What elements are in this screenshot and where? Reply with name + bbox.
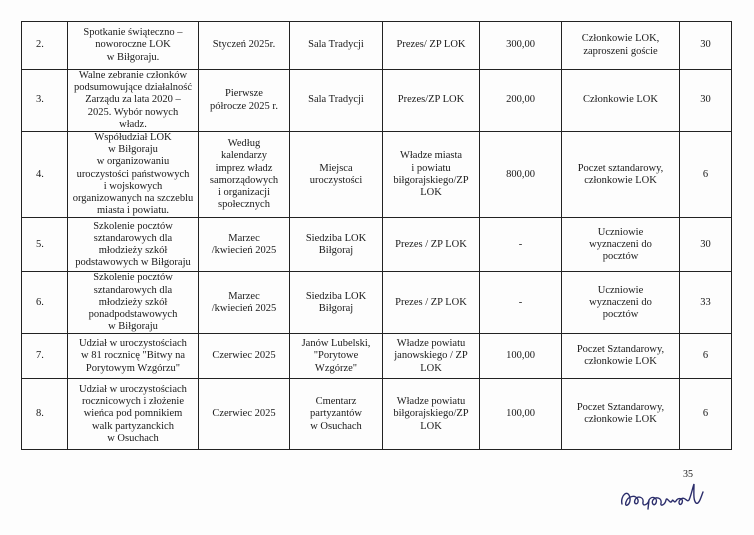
cell-number: 3.	[22, 70, 68, 132]
cell-event-line: Walne zebranie członków	[78, 70, 188, 81]
table-row	[22, 334, 732, 379]
cell-date-line: Marzec	[228, 232, 260, 244]
cell-event-line: Współudział LOK	[94, 132, 172, 144]
cell-place-line: Miejsca	[319, 162, 353, 174]
cell-participants-line: pocztów	[602, 309, 639, 321]
cell-participants-line: Członkowie LOK,	[581, 33, 660, 45]
cell-place-line: Wzgórze"	[314, 362, 358, 374]
cell-place	[290, 218, 383, 272]
cell-event-line: rocznicowych i złożenie	[81, 396, 185, 408]
cell-cost: 800,00	[480, 132, 562, 218]
cell-number: 4.	[22, 132, 68, 218]
cell-event-line: Zarządu za lata 2020 –	[85, 94, 181, 106]
cell-place-line: Biłgoraj	[318, 244, 354, 256]
cell-participants-line: Poczet Sztandarowy,	[576, 344, 665, 356]
cell-event-line: noworoczne LOK	[95, 39, 171, 51]
cell-cost: -	[480, 272, 562, 334]
cell-organizer	[383, 70, 480, 132]
cell-place-line: Cmentarz	[315, 396, 357, 408]
cell-event-line: władz.	[119, 118, 147, 130]
cell-place	[290, 334, 383, 379]
cell-place	[290, 70, 383, 132]
cell-cost: 100,00	[480, 334, 562, 379]
cell-organizer-line: Władze miasta	[399, 150, 463, 162]
cell-date-line: i organizacji	[218, 186, 270, 198]
cell-event-line: uroczystości państwowych	[76, 168, 190, 180]
cell-date-line: społecznych	[218, 199, 270, 211]
cell-participants	[562, 70, 680, 132]
cell-event	[68, 22, 199, 70]
table-row	[22, 272, 732, 334]
cell-place-line: Biłgoraj	[318, 302, 354, 314]
cell-date	[199, 70, 290, 132]
cell-organizer	[383, 132, 480, 218]
cell-number: 5.	[22, 218, 68, 272]
signature	[618, 478, 728, 512]
table-body	[22, 22, 732, 450]
cell-organizer	[383, 379, 480, 450]
cell-date-line: /kwiecień 2025	[211, 244, 277, 256]
cell-place	[290, 22, 383, 70]
cell-date	[199, 379, 290, 450]
cell-event-line: ponadpodstawowych	[88, 309, 178, 321]
cell-participants-line: członkowie LOK	[584, 356, 657, 368]
cell-count: 30	[680, 218, 732, 272]
signature-scribble	[618, 478, 728, 512]
events-table	[21, 21, 732, 450]
cell-participants	[562, 132, 680, 218]
table-row	[22, 22, 732, 70]
cell-event-line: Udział w uroczystościach	[79, 338, 187, 350]
cell-date	[199, 272, 290, 334]
cell-date-line: półrocze 2025 r.	[210, 100, 278, 112]
cell-place-line: Sala Tradycji	[308, 39, 364, 51]
cell-organizer-line: LOK	[420, 186, 442, 198]
table-row	[22, 70, 732, 132]
cell-date-line: imprez władz	[215, 162, 273, 174]
cell-event	[68, 334, 199, 379]
cell-event-line: podstawowych w Biłgoraju	[75, 257, 191, 269]
cell-date-line: samorządowych	[209, 174, 279, 186]
cell-date	[199, 22, 290, 70]
cell-event-line: w Biłgoraju	[108, 321, 158, 333]
cell-event-line: młodzieży szkół	[98, 244, 168, 256]
cell-event-line: podsumowujące działalność	[73, 82, 193, 94]
cell-organizer-line: i powiatu	[411, 162, 451, 174]
cell-participants-line: Członkowie LOK	[583, 94, 658, 106]
cell-participants	[562, 334, 680, 379]
cell-event	[68, 132, 199, 218]
cell-participants-line: zaproszeni goście	[583, 45, 658, 57]
cell-participants-line: pocztów	[602, 251, 639, 263]
cell-organizer-line: LOK	[420, 420, 442, 432]
cell-date	[199, 334, 290, 379]
cell-number: 8.	[22, 379, 68, 450]
cell-organizer-line: biłgorajskiego/ZP	[393, 174, 469, 186]
cell-organizer-line: Władze powiatu	[396, 396, 466, 408]
cell-organizer	[383, 218, 480, 272]
cell-participants-line: Poczet sztandarowy,	[577, 162, 664, 174]
cell-place-line: w Osuchach	[310, 420, 362, 432]
cell-number: 2.	[22, 22, 68, 70]
cell-organizer-line: biłgorajskiego/ZP	[393, 408, 469, 420]
cell-number: 6.	[22, 272, 68, 334]
cell-event-line: sztandarowych dla	[93, 232, 173, 244]
page-number: 35	[683, 469, 693, 480]
cell-date-line: /kwiecień 2025	[211, 302, 277, 314]
cell-event-line: Porytowym Wzgórzu"	[85, 362, 181, 374]
cell-count: 30	[680, 22, 732, 70]
cell-participants-line: członkowie LOK	[584, 174, 657, 186]
cell-event-line: Szkolenie pocztów	[93, 220, 173, 232]
cell-date-line: Styczeń 2025r.	[212, 39, 276, 51]
cell-place-line: Siedziba LOK	[305, 232, 367, 244]
cell-event	[68, 379, 199, 450]
cell-event-line: sztandarowych dla	[93, 284, 173, 296]
cell-event-line: miasta i powiatu.	[96, 205, 170, 217]
cell-organizer-line: janowskiego / ZP	[394, 350, 468, 362]
cell-count: 6	[680, 132, 732, 218]
cell-organizer-line: LOK	[420, 362, 442, 374]
cell-participants-line: Poczet Sztandarowy,	[576, 402, 665, 414]
cell-event-line: w Biłgoraju	[108, 144, 158, 156]
cell-participants-line: Uczniowie	[597, 226, 644, 238]
cell-date-line: Czerwiec 2025	[212, 408, 276, 420]
cell-cost: 200,00	[480, 70, 562, 132]
cell-place	[290, 272, 383, 334]
cell-date-line: Pierwsze	[225, 88, 263, 100]
cell-event	[68, 70, 199, 132]
cell-event-line: w Biłgoraju.	[106, 51, 160, 63]
cell-date	[199, 218, 290, 272]
cell-place-line: "Porytowe	[313, 350, 359, 362]
cell-event	[68, 272, 199, 334]
cell-place-line: uroczystości	[309, 174, 363, 186]
cell-event	[68, 218, 199, 272]
cell-date-line: Według	[227, 138, 261, 150]
cell-event-line: Spotkanie świąteczno –	[83, 27, 183, 39]
cell-date-line: Czerwiec 2025	[212, 350, 276, 362]
cell-organizer-line: Prezes / ZP LOK	[395, 238, 467, 250]
cell-event-line: i wojskowych	[103, 180, 163, 192]
cell-place-line: Janów Lubelski,	[301, 338, 371, 350]
cell-organizer-line: Prezes / ZP LOK	[395, 296, 467, 308]
cell-participants-line: członkowie LOK	[584, 414, 657, 426]
cell-participants	[562, 22, 680, 70]
cell-organizer-line: Prezes/ ZP LOK	[396, 39, 466, 51]
cell-participants-line: wyznaczeni do	[589, 238, 652, 250]
cell-event-line: walk partyzanckich	[92, 420, 174, 432]
cell-place-line: partyzantów	[310, 408, 362, 420]
table-row	[22, 379, 732, 450]
table-row	[22, 132, 732, 218]
cell-place	[290, 379, 383, 450]
cell-event-line: w organizowaniu	[96, 156, 170, 168]
cell-event-line: w 81 rocznicę "Bitwy na	[80, 350, 185, 362]
cell-event-line: organizowanych na szczeblu	[72, 193, 194, 205]
cell-organizer-line: Władze powiatu	[396, 338, 466, 350]
cell-cost: -	[480, 218, 562, 272]
table-row	[22, 218, 732, 272]
cell-participants	[562, 218, 680, 272]
cell-count: 30	[680, 70, 732, 132]
cell-organizer	[383, 272, 480, 334]
cell-count: 6	[680, 379, 732, 450]
cell-cost: 100,00	[480, 379, 562, 450]
cell-event-line: młodzieży szkół	[98, 296, 168, 308]
cell-participants	[562, 379, 680, 450]
cell-event-line: w Osuchach	[107, 432, 159, 444]
cell-participants-line: Uczniowie	[597, 284, 644, 296]
cell-event-line: wieńca pod pomnikiem	[83, 408, 183, 420]
cell-event-line: Szkolenie pocztów	[93, 272, 173, 284]
cell-participants-line: wyznaczeni do	[589, 296, 652, 308]
cell-date-line: kalendarzy	[220, 150, 268, 162]
cell-organizer-line: Prezes/ZP LOK	[397, 94, 465, 106]
cell-count: 6	[680, 334, 732, 379]
cell-count: 33	[680, 272, 732, 334]
cell-event-line: 2025. Wybór nowych	[87, 106, 179, 118]
cell-date	[199, 132, 290, 218]
cell-place-line: Sala Tradycji	[308, 94, 364, 106]
cell-organizer	[383, 22, 480, 70]
cell-place	[290, 132, 383, 218]
cell-event-line: Udział w uroczystościach	[79, 383, 187, 395]
cell-number: 7.	[22, 334, 68, 379]
cell-cost: 300,00	[480, 22, 562, 70]
cell-participants	[562, 272, 680, 334]
cell-date-line: Marzec	[228, 290, 260, 302]
cell-organizer	[383, 334, 480, 379]
cell-place-line: Siedziba LOK	[305, 290, 367, 302]
